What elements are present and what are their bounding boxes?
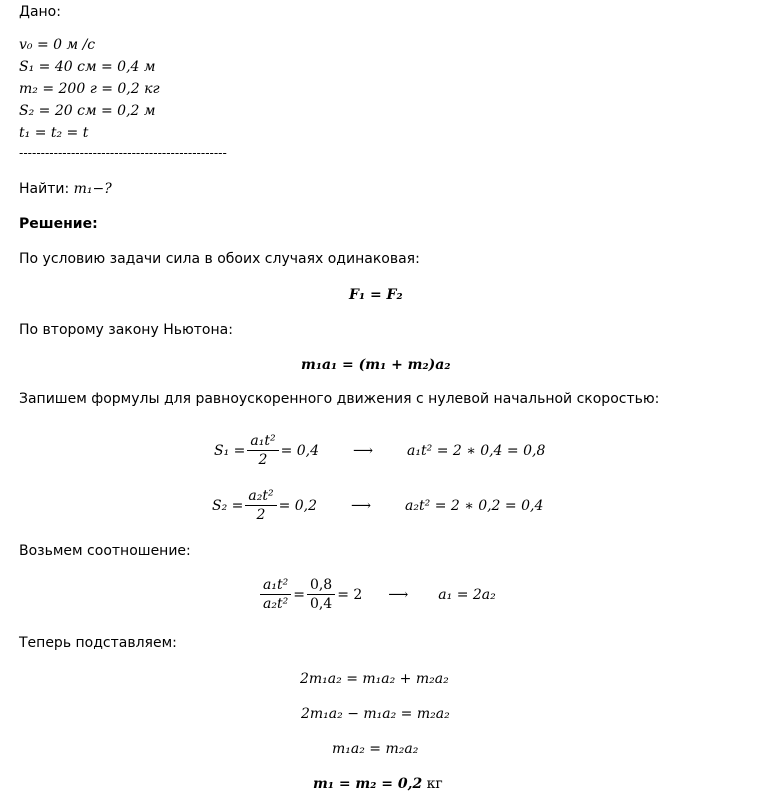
fraction-numerator: a₂t² xyxy=(245,487,276,506)
eq-result: a₁t² = 2 ∗ 0,4 = 0,8 xyxy=(407,442,546,459)
fraction-denominator: 2 xyxy=(256,507,266,523)
eq-rhs: = 0,4 xyxy=(280,442,320,459)
eq-lhs: S₁ = xyxy=(214,442,246,459)
paragraph: По условию задачи сила в обоих случаях одинаковая: xyxy=(19,251,420,267)
fraction-numerator: a₁t² xyxy=(247,432,278,451)
fraction-numerator: a₁t² xyxy=(260,576,291,595)
eq-equals: = xyxy=(293,586,305,603)
fraction-denominator: a₂t² xyxy=(263,596,289,612)
equation-substitution: 2m₁a₂ = m₁a₂ + m₂a₂ xyxy=(300,671,449,687)
equation-newton: m₁a₁ = (m₁ + m₂)a₂ xyxy=(301,357,451,373)
given-line: S₁ = 40 см = 0,4 м xyxy=(19,59,156,75)
given-line: t₁ = t₂ = t xyxy=(19,125,89,141)
given-header: Дано: xyxy=(19,4,61,20)
fraction xyxy=(247,432,278,469)
fraction xyxy=(307,576,335,613)
given-line: v₀ = 0 м /с xyxy=(19,37,96,53)
given-line: S₂ = 20 см = 0,2 м xyxy=(19,103,156,119)
eq-rhs: = 2 xyxy=(337,586,363,603)
eq-result: a₂t² = 2 ∗ 0,2 = 0,4 xyxy=(405,497,544,514)
arrow-icon: ⟶ xyxy=(388,586,409,603)
equation-substitution: m₁a₂ = m₂a₂ xyxy=(332,741,419,757)
divider: ------------------------------------------------ xyxy=(19,146,227,160)
fraction xyxy=(245,487,276,524)
arrow-icon: ⟶ xyxy=(351,497,372,514)
paragraph: По второму закону Ньютона: xyxy=(19,322,233,338)
equation-forces: F₁ = F₂ xyxy=(349,287,403,303)
fraction-denominator: 2 xyxy=(258,452,268,468)
fraction-denominator: 0,4 xyxy=(309,596,333,612)
answer-expression: m₁ = m₂ = 0,2 xyxy=(313,776,423,792)
equation-substitution: 2m₁a₂ − m₁a₂ = m₂a₂ xyxy=(301,706,450,722)
fraction xyxy=(260,576,291,613)
eq-rhs: = 0,2 xyxy=(278,497,318,514)
final-answer xyxy=(313,776,443,792)
fraction-numerator: 0,8 xyxy=(307,576,335,595)
eq-lhs: S₂ = xyxy=(212,497,244,514)
paragraph: Возьмем соотношение: xyxy=(19,543,191,559)
find-line xyxy=(19,181,112,197)
arrow-icon: ⟶ xyxy=(353,442,374,459)
paragraph: Теперь подставляем: xyxy=(19,635,177,651)
equation-ratio xyxy=(258,576,496,613)
find-value: m₁−? xyxy=(73,181,112,197)
eq-result: a₁ = 2a₂ xyxy=(438,586,496,603)
answer-unit: кг xyxy=(426,776,443,792)
given-line: m₂ = 200 г = 0,2 кг xyxy=(19,81,160,97)
equation-s1 xyxy=(214,432,545,469)
paragraph: Запишем формулы для равноускоренного движения с нулевой начальной скоростью: xyxy=(19,391,660,407)
equation-s2 xyxy=(212,487,543,524)
find-label: Найти: xyxy=(19,181,70,197)
solution-header: Решение: xyxy=(19,216,98,232)
